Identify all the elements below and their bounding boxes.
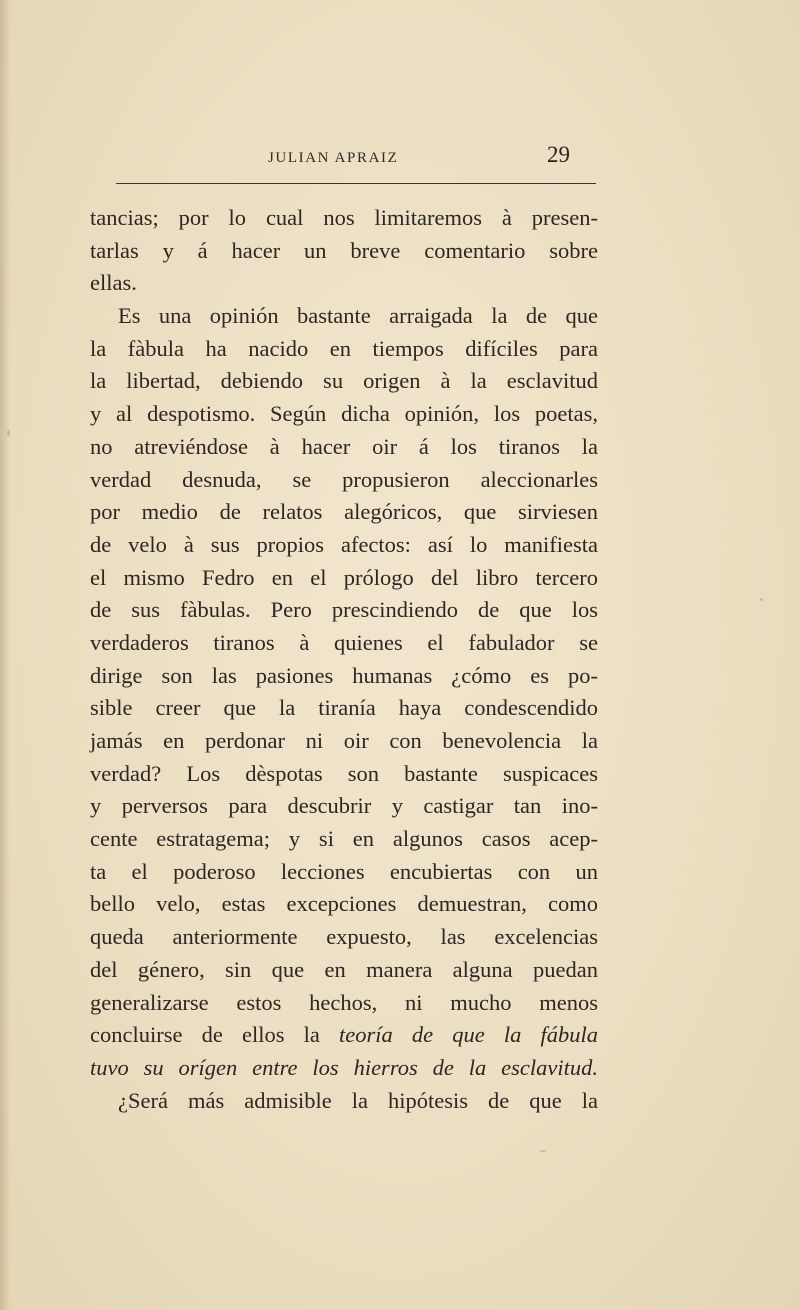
paper-spot [760,598,763,601]
text-line: ellas. [90,270,137,296]
header-rule [116,183,596,184]
text-line: dirige son las pasiones humanas ¿cómo es po- [90,662,598,688]
text-line: verdad desnuda, se propusieron aleccionarles [90,466,598,492]
text-line: Es una opinión bastante arraigada la de que [118,303,598,329]
text-line: de velo à sus propios afectos: así lo manifiesta [90,531,598,557]
text-line: queda anteriormente expuesto, las excelencias [90,924,598,950]
text-line: y perversos para descubrir y castigar tan ino- [90,793,598,819]
text-line: por medio de relatos alegóricos, que sirviesen [90,499,598,525]
page-number: 29 [547,142,570,167]
text-line: bello velo, estas excepciones demuestran, como [90,891,598,917]
italic-line: tuvo su orígen entre los hierros de la esclavitud. [90,1054,598,1080]
text-line: la libertad, debiendo su origen à la esclavitud [90,368,598,394]
text-line: sible creer que la tiranía haya condescendido [90,695,598,721]
text-line: el mismo Fedro en el prólogo del libro tercero [90,564,598,590]
paper-spot [540,1150,546,1152]
paper-spot [7,430,10,436]
text-line: no atreviéndose à hacer oir á los tiranos la [90,433,598,459]
text-line: de sus fàbulas. Pero prescindiendo de que los [90,597,598,623]
text-line-mixed [90,1019,598,1052]
text-line: tarlas y á hacer un breve comentario sobre [90,237,598,263]
text-line: la fàbula ha nacido en tiempos difíciles para [90,335,598,361]
page-header [90,140,598,176]
text-line: y al despotismo. Según dicha opinión, los poetas, [90,401,598,427]
running-head: JULIAN APRAIZ [268,150,399,166]
body-text [90,202,598,1117]
text-segment: concluirse de ellos la [90,1022,320,1048]
text-line: generalizarse estos hechos, ni mucho menos [90,989,598,1015]
text-line: del género, sin que en manera alguna puedan [90,956,598,982]
text-line: verdaderos tiranos à quienes el fabulador se [90,629,598,655]
text-line: tancias; por lo cual nos limitaremos à presen- [90,205,598,230]
text-line: ta el poderoso lecciones encubiertas con un [90,858,598,884]
page-binding-edge [0,0,10,1310]
italic-phrase: teoría de que la fábula [338,1022,598,1048]
text-line: verdad? Los dèspotas son bastante suspicaces [90,760,598,786]
text-line: ¿Será más admisible la hipótesis de que la [118,1087,598,1113]
text-line: jamás en perdonar ni oir con benevolencia la [90,728,598,753]
text-line: cente estratagema; y si en algunos casos acep- [90,826,598,852]
